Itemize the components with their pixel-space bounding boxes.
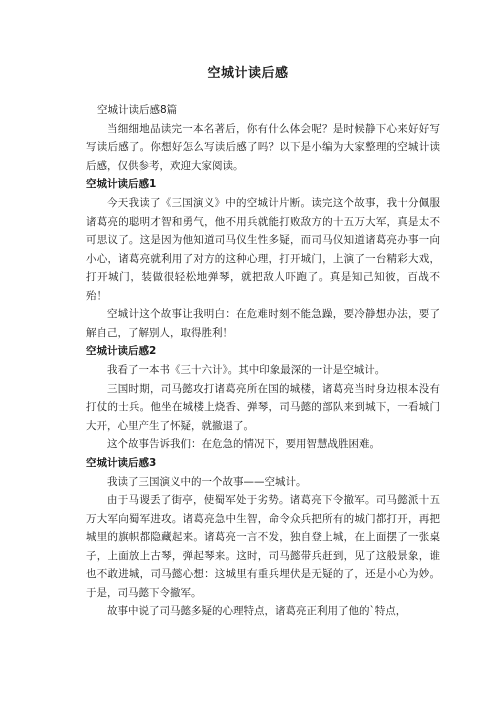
section-paragraph: 由于马谡丢了街亭，使蜀军处于劣势。诸葛亮下令撤军。司马懿派十五万大军向蜀军进攻。诸葛亮急中生智，命令众兵把所有的城门都打开，再把城里的旗帜都隐藏起来。诸葛亮一言不发，独自登上城，在上面摆了一张桌子，上面放上古琴，弹起琴来。这时，司马懿带兵赶到，见了这般景象，谁也不敢进城，司马懿心想：这城里有重兵埋伏是无疑的了，还是小心为妙。于是，司马懿下令撤军。 [86,494,440,599]
section-heading: 空城计读后感1 [86,178,157,190]
section-1 [86,175,440,342]
document-title: 空城计读后感 [207,66,289,81]
document-body [86,101,440,621]
section-paragraph: 我读了三国演义中的一个故事——空城计。 [107,475,307,488]
section-heading: 空城计读后感2 [86,345,157,357]
section-paragraph: 三国时期，司马懿攻打诸葛亮所在国的城楼，诸葛亮当时身边根本没有打仗的士兵。他坐在城楼上烧香、弹琴，司马懿的部队来到城下，一看城门大开，心里产生了怀疑，就撤退了。 [86,382,440,432]
intro-paragraph: 当细细地品读完一本名著后，你有什么体会呢？是时候静下心来好好写写读后感了。你想好怎么写读后感了吗？以下是小编为大家整理的空城计读后感，仅供参考，欢迎大家阅读。 [86,122,440,172]
section-paragraph: 空城计这个故事让我明白：在危难时刻不能急躁，要冷静想办法，要了解自己，了解别人，取得胜利！ [86,308,440,339]
section-paragraph: 我看了一本书《三十六计》。其中印象最深的一计是空城计。 [107,364,386,376]
intro-subtitle: 空城计读后感8篇 [97,104,178,116]
section-paragraph: 故事中说了司马懿多疑的心理特点，诸葛亮正利用了他的`特点， [107,605,407,617]
section-paragraph: 今天我读了《三国演义》中的空城计片断。读完这个故事，我十分佩服诸葛亮的聪明才智和勇气，他不用兵就能打败敌方的十五万大军，真是太不可思议了。这是因为他知道司马仪生性多疑，而司马仪知道诸葛亮办事一向小心，诸葛亮就利用了对方的这种心理，打开城门，上演了一台精彩大戏，打开城门，装做很轻松地弹琴，就把敌人吓跑了。真是知己知彼，百战不殆！ [86,197,440,302]
section-paragraph: 这个故事告诉我们：在危急的情况下，要用智慧战胜困难。 [107,438,380,450]
section-2 [86,342,440,454]
section-heading: 空城计读后感3 [86,456,157,469]
section-3 [86,454,440,621]
